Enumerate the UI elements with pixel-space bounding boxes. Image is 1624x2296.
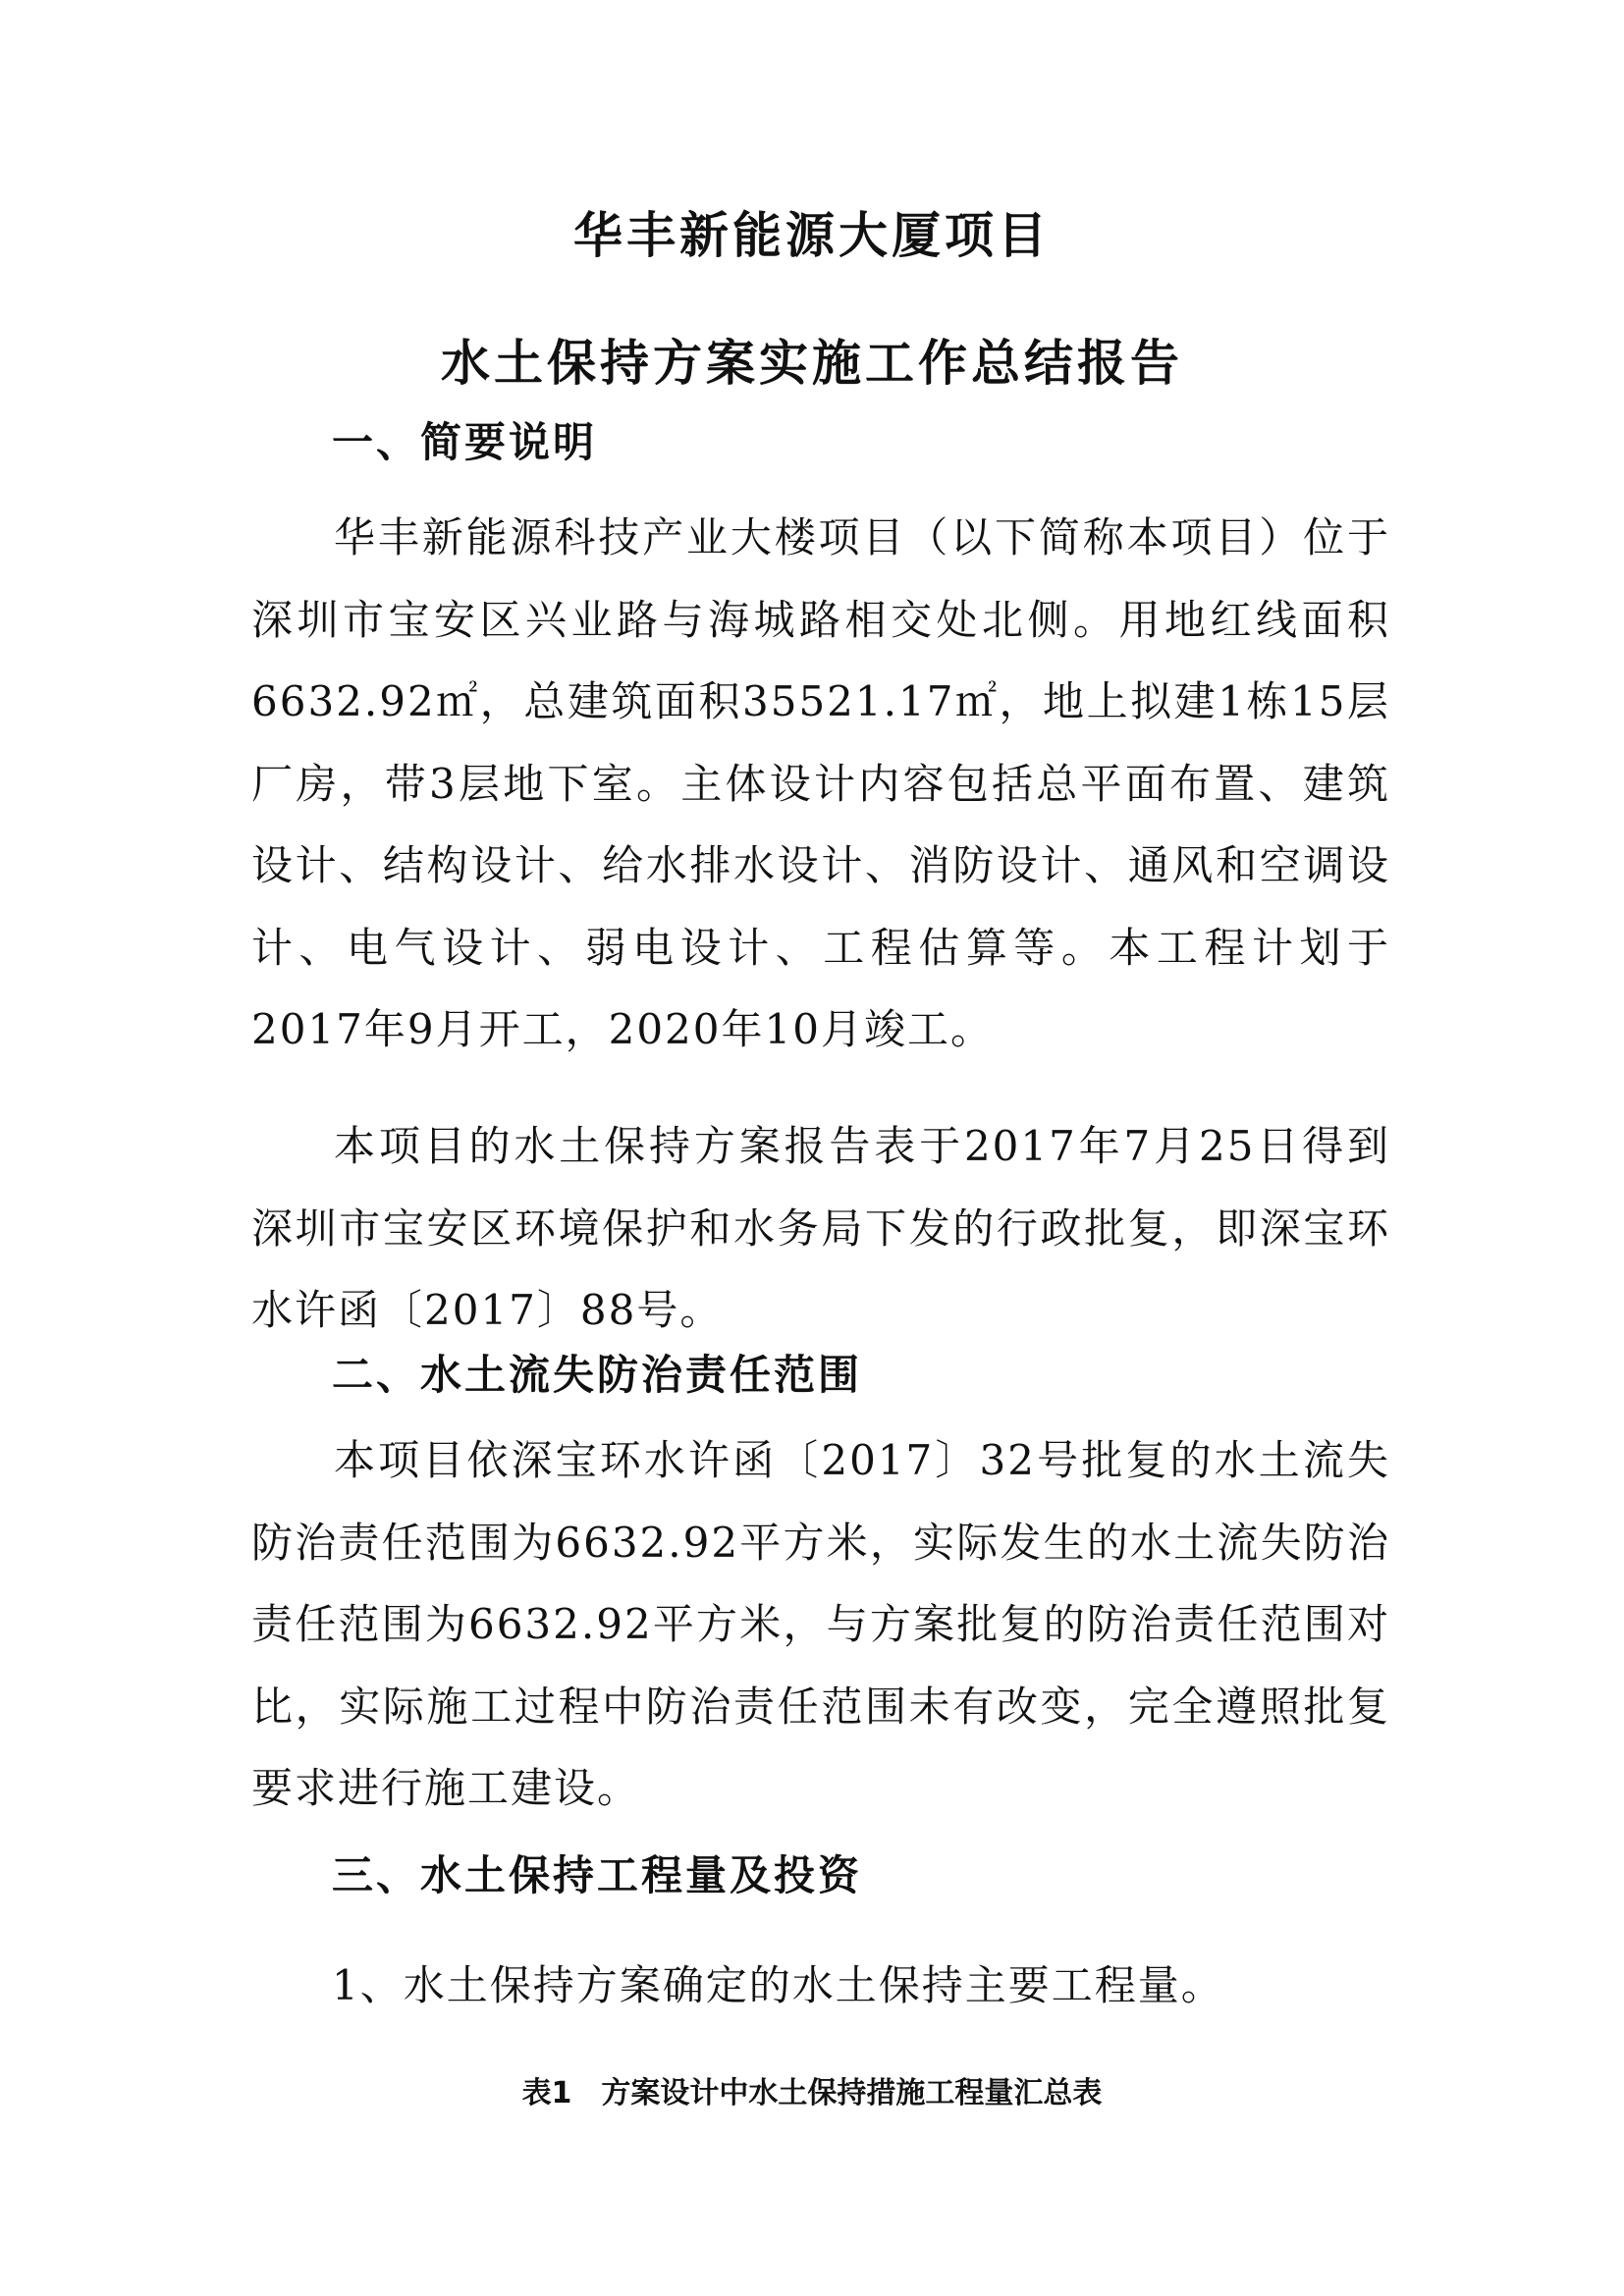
responsibility-scope-paragraph: 本项目依深宝环水许函〔2017〕32号批复的水土流失防治责任范围为6632.92平方米，实际发生的水土流失防治责任范围为6632.92平方米，与方案批复的防治责任范围对比，实际施工过程中防治责任范围未有改变，完全遵照批复要求进行施工建设。 xyxy=(251,1436,1390,1812)
section-heading-quantities-investment: 三、水土保持工程量及投资 xyxy=(332,1851,863,1899)
approval-paragraph: 本项目的水土保持方案报告表于2017年7月25日得到深圳市宝安区环境保护和水务局下发的行政批复，即深宝环水许函〔2017〕88号。 xyxy=(251,1122,1390,1334)
document-subtitle: 水土保持方案实施工作总结报告 xyxy=(441,335,1183,392)
table-caption: 表1 方案设计中水土保持措施工程量汇总表 xyxy=(521,2076,1103,2110)
section-heading-overview: 一、简要说明 xyxy=(332,418,598,466)
list-item-main-quantities: 1、水土保持方案确定的水土保持主要工程量。 xyxy=(332,1961,1224,2009)
section-heading-responsibility-scope: 二、水土流失防治责任范围 xyxy=(332,1351,863,1399)
document-title: 华丰新能源大厦项目 xyxy=(573,207,1051,264)
overview-paragraph: 华丰新能源科技产业大楼项目（以下简称本项目）位于深圳市宝安区兴业路与海城路相交处北侧。用地红线面积6632.92㎡，总建筑面积35521.17㎡，地上拟建1栋15层厂房，带3层地下室。主体设计内容包括总平面布置、建筑设计、结构设计、给水排水设计、消防设计、通风和空调设计、电气设计、弱电设计、工程估算等。本工程计划于2017年9月开工，2020年10月竣工。 xyxy=(251,513,1390,1053)
